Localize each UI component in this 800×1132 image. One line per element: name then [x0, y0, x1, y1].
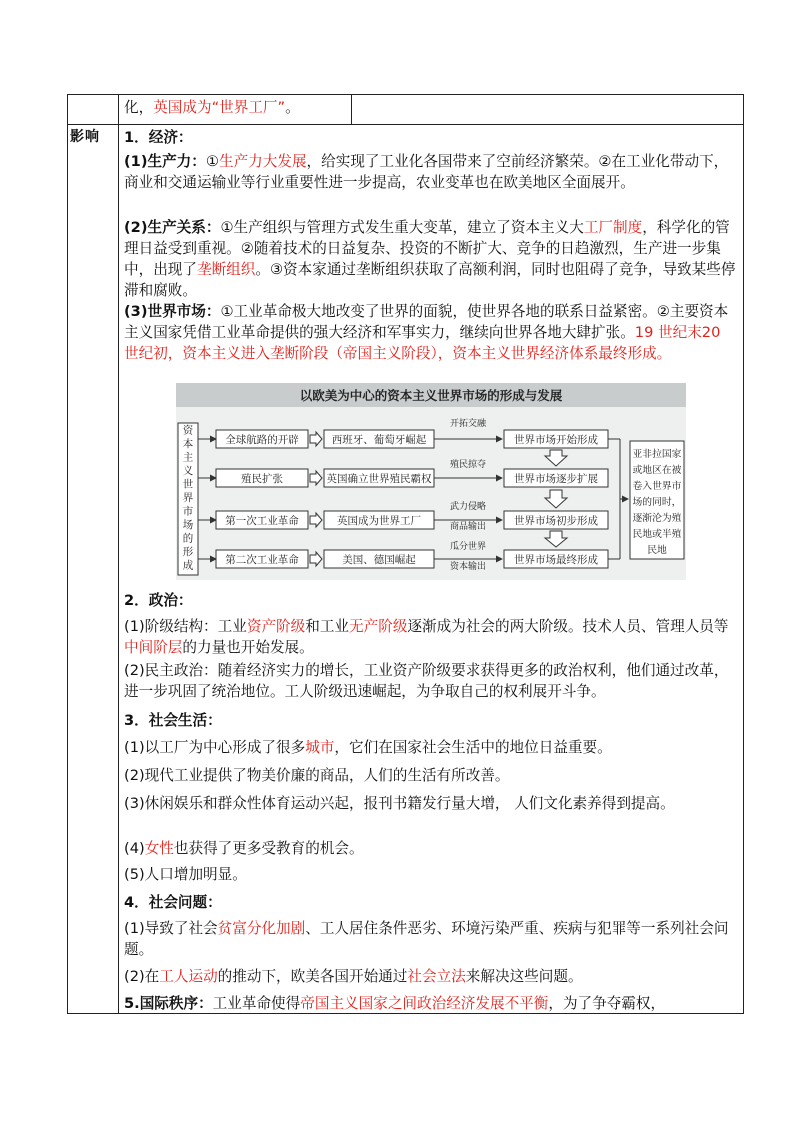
- s2-class-structure: (1)阶级结构：工业资产阶级和工业无产阶级逐渐成为社会的两大阶级。技术人员、管理人员等中间阶层的力量也开始发展。: [124, 618, 729, 656]
- left-label-char: 的: [182, 532, 194, 545]
- s1-world-market: (3)世界市场：①工业革命极大地改变了世界的面貌，使世界各地的联系日益紧密。②主要资本主义国家凭借工业革命提供的强大经济和军事实力，继续向世界各地大肆扩张。19 世纪末20 世纪初，资本主义进入垄断阶段（帝国主义阶段），资本主义世界经济体系最终形成。: [124, 303, 729, 362]
- world-market-diagram: [176, 383, 686, 580]
- table-row-divider: [67, 124, 744, 125]
- right-label-line: 卷入世界市: [632, 481, 682, 492]
- col3-label: 世界市场最终形成: [514, 554, 598, 566]
- s4-item-2: (2)在工人运动的推动下，欧美各国开始通过社会立法来解决这些问题。: [124, 968, 583, 985]
- col2-label: 西班牙、葡萄牙崛起: [331, 434, 427, 446]
- top-row-text: 化，英国成为“世界工厂”。: [124, 99, 300, 116]
- left-label-char: 主: [182, 451, 194, 464]
- section-2-title: 2．政治：: [124, 592, 193, 609]
- s1-productivity: (1)生产力：①生产力大发展，给实现了工业化各国带来了空前经济繁荣。②在工业化带动下，商业和交通运输业等行业重要性进一步提高，农业变革也在欧美地区全面展开。: [124, 153, 729, 191]
- right-label-line: 逐渐沦为殖: [632, 513, 682, 524]
- col1-label: 第一次工业革命: [225, 515, 299, 527]
- arrow-label: 开拓交融: [449, 419, 487, 429]
- right-label-line: 或地区在被: [632, 465, 682, 476]
- section-5-intl-order: 5.国际秩序：工业革命使得帝国主义国家之间政治经济发展不平衡，为了争夺霸权，: [124, 995, 666, 1012]
- section-3-title: 3．社会生活：: [124, 712, 222, 729]
- left-label-char: 界: [182, 492, 194, 504]
- col2-label: 英国成为世界工厂: [337, 515, 421, 527]
- col2-label: 美国、德国崛起: [342, 554, 416, 566]
- section-1-title: 1．经济：: [124, 129, 193, 146]
- col1-label: 全球航路的开辟: [225, 434, 299, 446]
- table-col-divider-top: [351, 94, 352, 124]
- s3-item-2: (2)现代工业提供了物美价廉的商品，人们的生活有所改善。: [124, 767, 510, 784]
- s3-item-5: (5)人口增加明显。: [124, 866, 247, 883]
- col1-label: 第二次工业革命: [225, 554, 299, 566]
- right-label-line: 场的同时，: [632, 497, 682, 508]
- left-label-char: 义: [182, 465, 194, 478]
- col3-label: 世界市场开始形成: [514, 434, 598, 446]
- arrow-label: 殖民掠夺: [449, 460, 487, 470]
- s4-item-1: (1)导致了社会贫富分化加剧、工人居住条件恶劣、环境污染严重、疾病与犯罪等一系列社会问题。: [124, 920, 729, 958]
- col3-label: 世界市场逐步扩展: [514, 473, 598, 485]
- section-4-title: 4．社会问题：: [124, 894, 222, 911]
- left-label-char: 成: [182, 559, 194, 572]
- left-label-char: 场: [182, 518, 194, 531]
- s3-item-3: (3)休闲娱乐和群众性体育运动兴起，报刊书籍发行量大增， 人们文化素养得到提高。: [124, 795, 675, 812]
- s1-relations: (2)生产关系：①生产组织与管理方式发生重大变革，建立了资本主义大工厂制度，科学化的管理日益受到重视。②随着技术的日益复杂、投资的不断扩大、竞争的日趋激烈，生产进一步集中，出现了垄断组织。③资本家通过垄断组织获取了高额利润，同时也阻碍了竞争，导致某些停滞和腐败。: [124, 219, 736, 299]
- table-col-divider: [118, 94, 119, 1014]
- s3-item-4: (4)女性也获得了更多受教育的机会。: [124, 840, 364, 857]
- arrow-label: 瓜分世界资本输出: [449, 542, 487, 572]
- right-label-line: 民地: [647, 545, 667, 556]
- right-label-line: 民地或半殖: [632, 529, 682, 540]
- col2-label: 英国确立世界殖民霸权: [326, 473, 432, 485]
- left-label-char: 世: [182, 478, 194, 491]
- s2-democracy: (2)民主政治：随着经济实力的增长，工业资产阶级要求获得更多的政治权利，他们通过改革，进一步巩固了统治地位。工人阶级迅速崛起，为争取自己的权利展开斗争。: [124, 662, 729, 700]
- left-label-char: 本: [182, 438, 194, 451]
- diagram-left-label: [183, 424, 194, 572]
- row-label: 影响: [70, 129, 100, 145]
- col3-label: 世界市场初步形成: [514, 515, 598, 527]
- right-label-line: 亚非拉国家: [632, 449, 682, 460]
- left-label-char: 市: [182, 505, 194, 518]
- left-label-char: 资: [182, 424, 194, 437]
- s3-item-1: (1)以工厂为中心形成了很多城市，它们在国家社会生活中的地位日益重要。: [124, 739, 612, 756]
- arrow-label: 武力侵略商品输出: [449, 502, 487, 532]
- col1-label: 殖民扩张: [241, 473, 283, 485]
- diagram-title: 以欧美为中心的资本主义世界市场的形成与发展: [299, 388, 563, 403]
- left-label-char: 形: [182, 545, 194, 558]
